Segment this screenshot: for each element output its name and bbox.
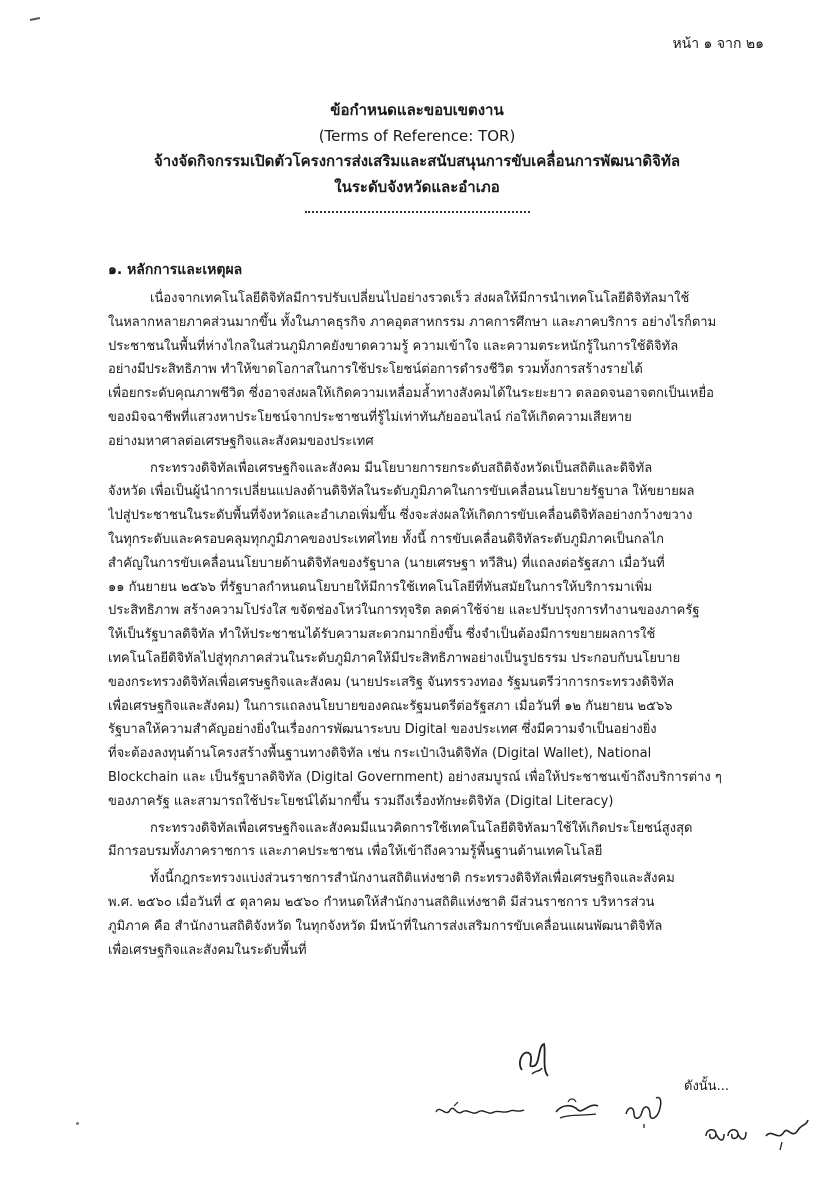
paragraph-line: เพื่อเศรษฐกิจและสังคมในระดับพื้นที่: [108, 942, 307, 958]
title-line-1: ข้อกำหนดและขอบเขตงาน: [330, 101, 504, 119]
signature-5: [762, 1112, 812, 1152]
scan-dot: [76, 1122, 79, 1125]
paragraph-line: ภูมิภาค คือ สำนักงานสถิติจังหวัด ในทุกจังหวัด มีหน้าที่ในการส่งเสริมการขับเคลื่อนแผนพัฒนาดิจิทัล: [108, 918, 663, 934]
paragraph-line: มีการอบรมทั้งภาคราชการ และภาคประชาชน เพื่อให้เข้าถึงความรู้พื้นฐานด้านเทคโนโลยี: [108, 844, 603, 860]
signature-4: [620, 1094, 668, 1130]
paragraph-line: เพื่อยกระดับคุณภาพชีวิต ซึ่งอาจส่งผลให้เกิดความเหลื่อมล้ำทางสังคมได้ในระยะยาว ตลอดจนอาจตกเป็นเหยื่อ: [108, 386, 714, 402]
section-body: [108, 287, 732, 965]
title-line-4: ในระดับจังหวัดและอำเภอ: [334, 177, 500, 196]
paragraph-line: ไปสู่ประชาชนในระดับพื้นที่จังหวัดและอำเภอเพิ่มขึ้น ซึ่งจะส่งผลให้เกิดการขับเคลื่อนดิจิทัลอย่างกว้างขวาง: [108, 508, 693, 524]
paragraph-line: จังหวัด เพื่อเป็นผู้นำการเปลี่ยนแปลงด้านดิจิทัลในระดับภูมิภาคในการขับเคลื่อนนโยบายรัฐบาล ให้ขยายผล: [108, 484, 695, 500]
paragraph-line: ให้เป็นรัฐบาลดิจิทัล ทำให้ประชาชนได้รับความสะดวกมากยิ่งขึ้น ซึ่งจำเป็นต้องมีการขยายผลการใช้: [108, 627, 656, 643]
paragraph: [108, 817, 732, 865]
title-block: [0, 98, 834, 200]
paragraph-line: รัฐบาลให้ความสำคัญอย่างยิ่งในเรื่องการพัฒนาระบบ Digital ของประเทศ ซึ่งมีความจำเป็นอย่างยิ่ง: [108, 722, 657, 738]
paragraph-line: ของมิจฉาชีพที่แสวงหาประโยชน์จากประชาชนที่รู้ไม่เท่าทันภัยออนไลน์ ก่อให้เกิดความเสียหาย: [108, 409, 632, 425]
paragraph-line: เนื่องจากเทคโนโลยีดิจิทัลมีการปรับเปลี่ยนไปอย่างรวดเร็ว ส่งผลให้มีการนำเทคโนโลยีดิจิทัลมาใช้: [150, 291, 690, 306]
paragraph-line: ที่จะต้องลงทุนด้านโครงสร้างพื้นฐานทางดิจิทัล เช่น กระเป๋าเงินดิจิทัล (Digital Wallet), National: [108, 746, 652, 762]
paragraph-line: ในหลากหลายภาคส่วนมากขึ้น ทั้งในภาคธุรกิจ ภาคอุตสาหกรรม ภาคการศึกษา และภาคบริการ อย่างไรก็ตาม: [108, 314, 717, 330]
paragraph: [108, 867, 732, 962]
paragraph-line: อย่างมหาศาลต่อเศรษฐกิจและสังคมของประเทศ: [108, 433, 374, 449]
paragraph-line: เพื่อเศรษฐกิจและสังคม) ในการแถลงนโยบายของคณะรัฐมนตรีต่อรัฐสภา เมื่อวันที่ ๑๒ กันยายน ๒๕๖๖: [108, 698, 673, 714]
paragraph-line: Blockchain และ เป็นรัฐบาลดิจิทัล (Digital Government) อย่างสมบูรณ์ เพื่อให้ประชาชนเข้าถึงบริการต่าง ๆ: [108, 769, 722, 785]
dotted-separator: [305, 211, 530, 213]
section-heading: ๑. หลักการและเหตุผล: [108, 262, 243, 278]
paragraph-line: ประสิทธิภาพ สร้างความโปร่งใส ขจัดช่องโหว่ในการทุจริต ลดค่าใช้จ่าย และปรับปรุงการทำงานของภาครัฐ: [108, 603, 700, 619]
signature-3: [552, 1094, 602, 1124]
paragraph-line: ในทุกระดับและครอบคลุมทุกภูมิภาคของประเทศไทย ทั้งนี้ การขับเคลื่อนดิจิทัลระดับภูมิภาคเป็นกลไก: [108, 531, 664, 547]
paragraph-line: พ.ศ. ๒๕๖๐ เมื่อวันที่ ๕ ตุลาคม ๒๕๖๐ กำหนดให้สำนักงานสถิติแห่งชาติ มีส่วนราชการ บริหารส่วน: [108, 894, 655, 910]
handwritten-page-number: [700, 1120, 750, 1146]
paragraph-line: ๑๑ กันยายน ๒๕๖๖ ที่รัฐบาลกำหนดนโยบายให้มีการใช้เทคโนโลยีที่ทันสมัยในการให้บริการมาเพิ่ม: [108, 579, 653, 595]
signature-2: [432, 1098, 528, 1124]
paragraph-line: ทั้งนี้กฎกระทรวงแบ่งส่วนราชการสำนักงานสถิติแห่งชาติ กระทรวงดิจิทัลเพื่อเศรษฐกิจและสังคม: [150, 871, 675, 887]
paragraph-line: ของภาครัฐ และสามารถใช้ประโยชน์ได้มากขึ้น รวมถึงเรื่องทักษะดิจิทัล (Digital Literacy): [108, 793, 614, 809]
title-line-2: (Terms of Reference: TOR): [318, 126, 516, 145]
paragraph: [108, 287, 732, 454]
continuation-text: ดังนั้น...: [684, 1079, 729, 1094]
paragraph-line: กระทรวงดิจิทัลเพื่อเศรษฐกิจและสังคม มีนโยบายการยกระดับสถิติจังหวัดเป็นสถิติและดิจิทัล: [150, 460, 653, 476]
scan-mark: [30, 17, 40, 21]
title-line-3: จ้างจัดกิจกรรมเปิดตัวโครงการส่งเสริมและสนับสนุนการขับเคลื่อนการพัฒนาดิจิทัล: [153, 152, 681, 170]
paragraph-line: กระทรวงดิจิทัลเพื่อเศรษฐกิจและสังคมมีแนวคิดการใช้เทคโนโลยีดิจิทัลมาใช้ให้เกิดประโยชน์สูงสุด: [150, 820, 693, 836]
paragraph-line: ของกระทรวงดิจิทัลเพื่อเศรษฐกิจและสังคม (นายประเสริฐ จันทรรวงทอง รัฐมนตรีว่าการกระทรวงดิจิทัล: [108, 674, 675, 690]
paragraph-line: ประชาชนในพื้นที่ห่างไกลในส่วนภูมิภาคยังขาดความรู้ ความเข้าใจ และความตระหนักรู้ในการใช้ดิจิทัล: [108, 338, 679, 354]
signature-1: [512, 1040, 556, 1082]
paragraph: [108, 457, 732, 814]
paragraph-line: เทคโนโลยีดิจิทัลไปสู่ทุกภาคส่วนในระดับภูมิภาคให้มีประสิทธิภาพอย่างเป็นรูปธรรม ประกอบกับนโยบาย: [108, 650, 681, 666]
paragraph-line: สำคัญในการขับเคลื่อนนโยบายด้านดิจิทัลของรัฐบาล (นายเศรษฐา ทวีสิน) ที่แถลงต่อรัฐสภา เมื่อวันที่: [108, 555, 665, 571]
paragraph-line: อย่างมีประสิทธิภาพ ทำให้ขาดโอกาสในการใช้ประโยชน์ต่อการดำรงชีวิต รวมทั้งการสร้างรายได้: [108, 362, 643, 378]
page-number: หน้า ๑ จาก ๒๑: [672, 36, 764, 52]
